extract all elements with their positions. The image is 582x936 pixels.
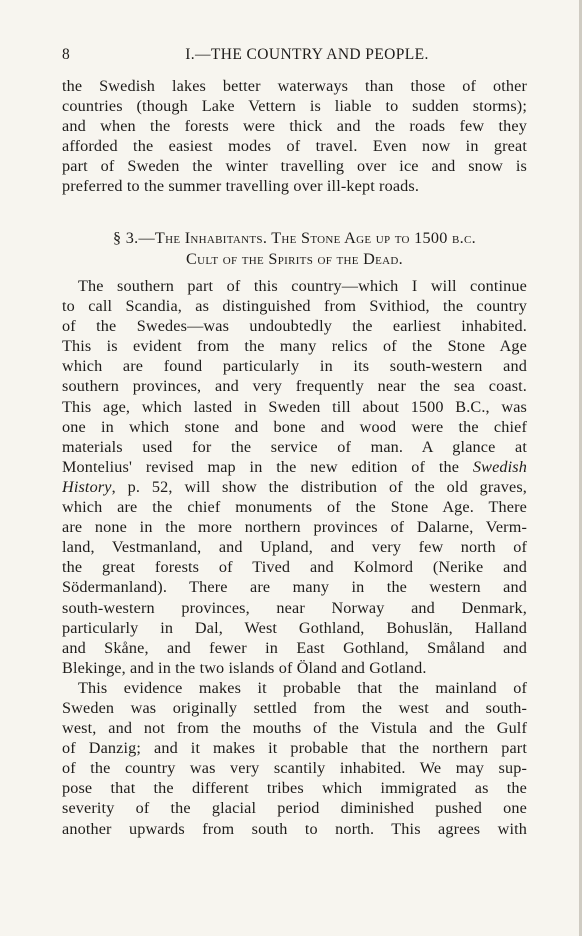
- text-line: are none in the more northern provinces of Dalarne, Verm-: [62, 518, 527, 537]
- text-line: This is evident from the many relics of the Stone Age: [62, 337, 527, 356]
- text-line: of the country was very scantily inhabited. We may sup-: [62, 759, 527, 778]
- text-line: and Skåne, and fewer in East Gothland, Småland and: [62, 638, 527, 657]
- text-line: particularly in Dal, West Gothland, Bohuslän, Halland: [62, 618, 527, 637]
- text-line: Sweden was originally settled from the west and south-: [62, 698, 527, 717]
- paragraph-continuation: [62, 76, 527, 197]
- text-line: another upwards from south to north. This agrees with: [62, 819, 527, 838]
- text-line: part of Sweden the winter travelling over ice and snow is: [62, 157, 527, 176]
- text-line: of the Swedes—was undoubtedly the earliest inhabited.: [62, 317, 527, 336]
- text-line: Montelius' revised map in the new edition of the Swedish: [62, 457, 527, 476]
- text-line: the great forests of Tived and Kolmord (Nerike and: [62, 558, 527, 577]
- text-line: History, p. 52, will show the distribution of the old graves,: [62, 477, 527, 496]
- text-line: This evidence makes it probable that the mainland of: [78, 678, 527, 697]
- text-line: land, Vestmanland, and Upland, and very few north of: [62, 538, 527, 557]
- text-line: and when the forests were thick and the roads few they: [62, 117, 527, 136]
- text-line: Blekinge, and in the two islands of Öland and Gotland.: [62, 658, 427, 677]
- section-heading: [62, 228, 527, 269]
- text-line: of Danzig; and it makes it probable that the northern part: [62, 739, 527, 758]
- text-line: materials used for the service of man. A glance at: [62, 437, 527, 456]
- text-line: southern provinces, and very frequently near the sea coast.: [62, 377, 527, 396]
- text-line: which are found particularly in its south-western and: [62, 357, 527, 376]
- page-header: [62, 46, 522, 70]
- text-line: countries (though Lake Vettern is liable to sudden storms);: [62, 97, 527, 116]
- text-line: The southern part of this country—which I will continue: [78, 277, 527, 295]
- text-line: This age, which lasted in Sweden till about 1500 B.C., was: [62, 397, 527, 416]
- text-line: severity of the glacial period diminished pushed one: [62, 799, 527, 818]
- text-line: which are the chief monuments of the Stone Age. There: [62, 498, 527, 517]
- text-line: south-western provinces, near Norway and Denmark,: [62, 598, 527, 617]
- text-line: west, and not from the mouths of the Vistula and the Gulf: [62, 719, 527, 738]
- paragraph-inhabitants: [62, 276, 527, 839]
- text-line: one in which stone and bone and wood were the chief: [62, 417, 527, 436]
- text-line: the Swedish lakes better waterways than those of other: [62, 77, 527, 95]
- section-heading-line: Cult of the Spirits of the Dead.: [186, 249, 403, 268]
- text-line: Södermanland). There are many in the western and: [62, 578, 527, 597]
- page-number: 8: [62, 46, 71, 63]
- text-line: afforded the easiest modes of travel. Even now in great: [62, 137, 527, 156]
- running-title: I.—THE COUNTRY AND PEOPLE.: [185, 46, 429, 63]
- text-line: preferred to the summer travelling over ill-kept roads.: [62, 177, 420, 196]
- text-line: pose that the different tribes which immigrated as the: [62, 779, 527, 798]
- text-line: to call Scandia, as distinguished from Svithiod, the country: [62, 297, 527, 316]
- section-heading-line: § 3.—The Inhabitants. The Stone Age up to 1500 b.c.: [112, 229, 477, 247]
